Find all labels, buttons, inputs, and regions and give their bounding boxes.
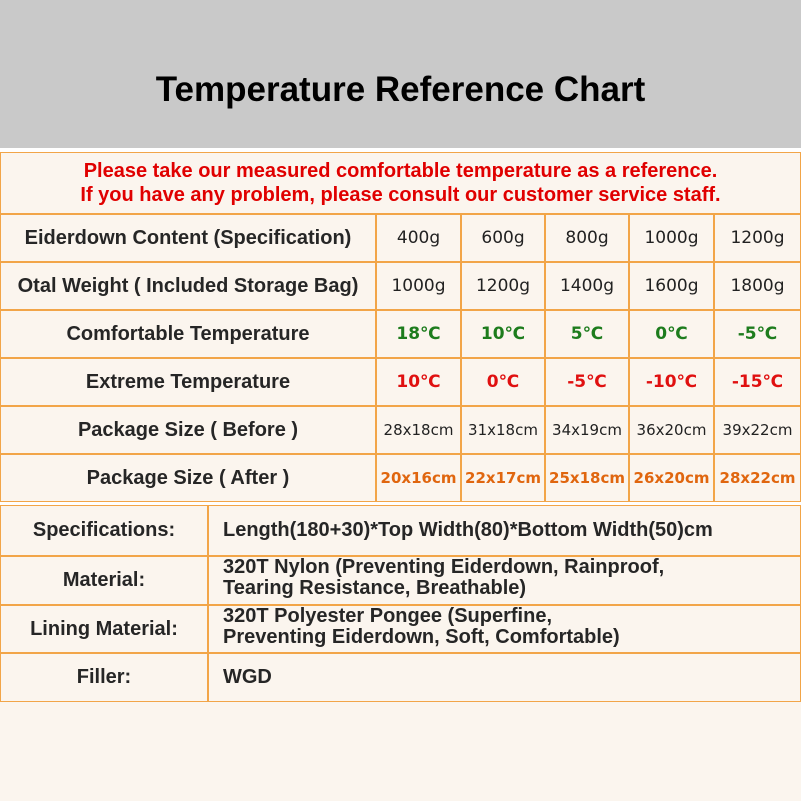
comfortable-temp-cell: 0℃ xyxy=(629,310,714,358)
package-after-cell: 25x18cm xyxy=(545,454,629,502)
spec-label-lining-material: Lining Material: xyxy=(0,605,208,653)
notice-line-1: Please take our measured comfortable temperature as a reference. xyxy=(83,160,718,182)
value-cell: 1400g xyxy=(545,262,629,310)
comfortable-temp-cell: 10℃ xyxy=(461,310,545,358)
package-before-cell: 28x18cm xyxy=(376,406,461,454)
package-before-cell: 31x18cm xyxy=(461,406,545,454)
extreme-temp-cell: -5℃ xyxy=(545,358,629,406)
package-before-cell: 36x20cm xyxy=(629,406,714,454)
row-label-package-size-after: Package Size ( After ) xyxy=(0,454,376,502)
value-cell: 1200g xyxy=(461,262,545,310)
spec-value-lining-material xyxy=(208,605,801,653)
spec-label-specifications: Specifications: xyxy=(0,505,208,556)
value-cell: 1200g xyxy=(714,214,801,262)
spec-line: 320T Polyester Pongee (Superfine, xyxy=(223,605,552,627)
spec-value-material xyxy=(208,556,801,605)
extreme-temp-cell: -15℃ xyxy=(714,358,801,406)
notice-box xyxy=(0,152,801,214)
spec-line: 320T Nylon (Preventing Eiderdown, Rainproof, xyxy=(223,556,665,578)
value-cell: 1600g xyxy=(629,262,714,310)
spec-line: Preventing Eiderdown, Soft, Comfortable) xyxy=(223,626,620,648)
notice-line-2: If you have any problem, please consult our customer service staff. xyxy=(80,184,721,206)
value-cell: 1800g xyxy=(714,262,801,310)
bottom-area xyxy=(0,702,801,801)
package-after-cell: 28x22cm xyxy=(714,454,801,502)
spec-line: WGD xyxy=(223,666,272,688)
value-cell: 400g xyxy=(376,214,461,262)
page-title: Temperature Reference Chart xyxy=(155,70,646,109)
package-after-cell: 26x20cm xyxy=(629,454,714,502)
value-cell: 600g xyxy=(461,214,545,262)
value-cell: 1000g xyxy=(629,214,714,262)
spec-value-specifications xyxy=(208,505,801,556)
comfortable-temp-cell: 5℃ xyxy=(545,310,629,358)
spec-line: Tearing Resistance, Breathable) xyxy=(223,577,527,599)
comfortable-temp-cell: 18℃ xyxy=(376,310,461,358)
package-before-cell: 39x22cm xyxy=(714,406,801,454)
extreme-temp-cell: -10℃ xyxy=(629,358,714,406)
package-before-cell: 34x19cm xyxy=(545,406,629,454)
value-cell: 800g xyxy=(545,214,629,262)
row-label-extreme-temperature: Extreme Temperature xyxy=(0,358,376,406)
spec-label-material: Material: xyxy=(0,556,208,605)
row-label-total-weight: Otal Weight ( Included Storage Bag) xyxy=(0,262,376,310)
row-label-comfortable-temperature: Comfortable Temperature xyxy=(0,310,376,358)
value-cell: 1000g xyxy=(376,262,461,310)
extreme-temp-cell: 0℃ xyxy=(461,358,545,406)
package-after-cell: 20x16cm xyxy=(376,454,461,502)
spec-value-filler xyxy=(208,653,801,702)
row-label-package-size-before: Package Size ( Before ) xyxy=(0,406,376,454)
package-after-cell: 22x17cm xyxy=(461,454,545,502)
spec-label-filler: Filler: xyxy=(0,653,208,702)
extreme-temp-cell: 10℃ xyxy=(376,358,461,406)
row-label-eiderdown-content: Eiderdown Content (Specification) xyxy=(0,214,376,262)
comfortable-temp-cell: -5℃ xyxy=(714,310,801,358)
spec-line: Length(180+30)*Top Width(80)*Bottom Width(50)cm xyxy=(223,519,713,541)
